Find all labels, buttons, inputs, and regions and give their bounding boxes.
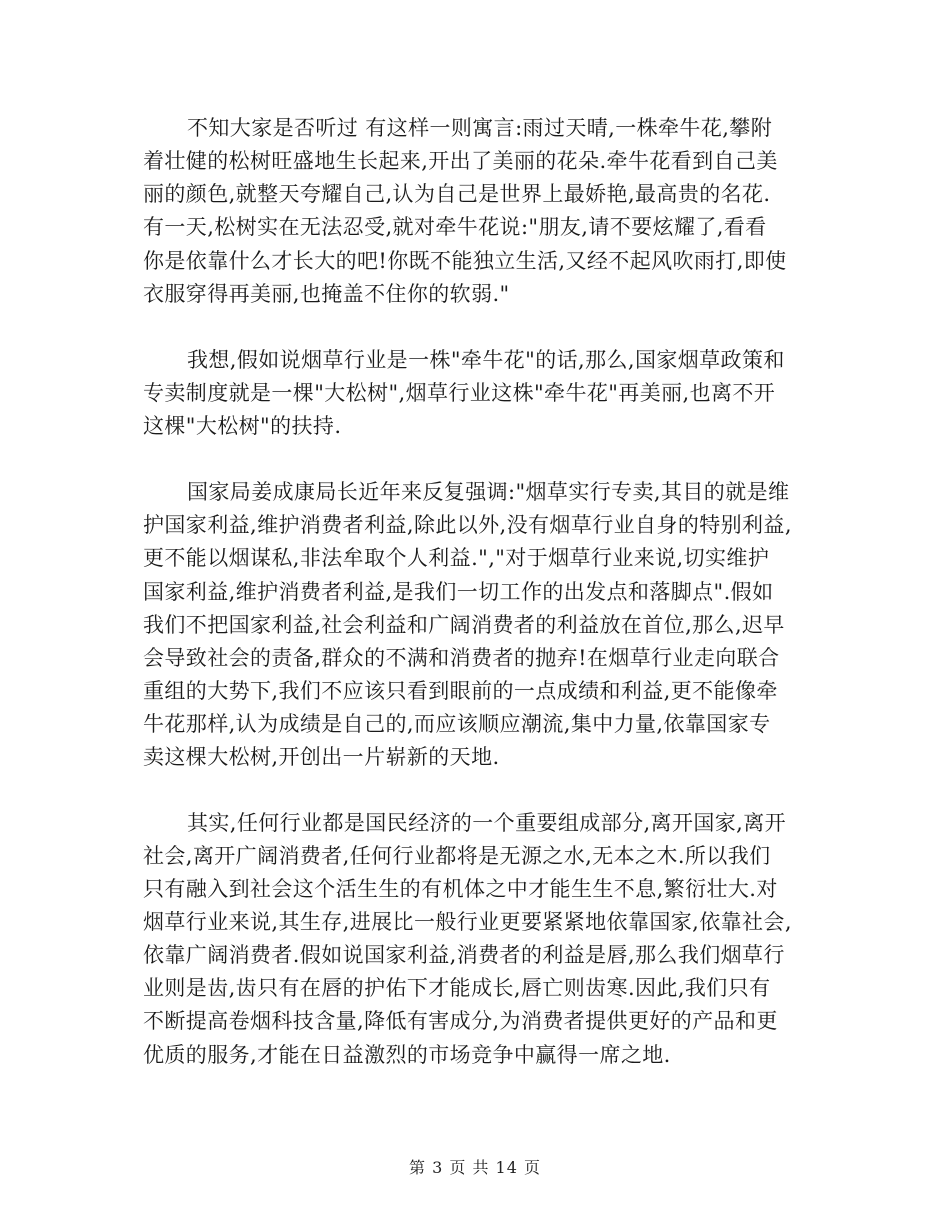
paragraph-line: 这棵"大松树"的扶持. [143,414,342,438]
paragraph-line: 优质的服务,才能在日益激烈的市场竞争中赢得一席之地. [143,1043,671,1067]
paragraph-line: 社会,离开广阔消费者,任何行业都将是无源之水,无本之木.所以我们 [143,844,771,868]
paragraph-line: 只有融入到社会这个活生生的有机体之中才能生生不息,繁衍壮大.对 [143,877,778,901]
paragraph-first-line: 国家局姜成康局长近年来反复强调:"烟草实行专卖,其目的就是维 [187,480,790,504]
paragraph-line: 国家利益,维护消费者利益,是我们一切工作的出发点和落脚点".假如 [143,580,774,604]
paragraph-line: 有一天,松树实在无法忍受,就对牵牛花说:"朋友,请不要炫耀了,看看 [143,215,767,239]
paragraph-line: 业则是齿,齿只有在唇的护佑下才能成长,唇亡则齿寒.因此,我们只有 [143,976,771,1000]
paragraph-line: 卖这棵大松树,开创出一片崭新的天地. [143,745,500,769]
paragraph-line: 烟草行业来说,其生存,进展比一般行业更要紧紧地依靠国家,依靠社会, [143,910,792,934]
paragraph-first-line: 我想,假如说烟草行业是一株"牵牛花"的话,那么,国家烟草政策和 [187,348,785,372]
paragraph-line: 依靠广阔消费者.假如说国家利益,消费者的利益是唇,那么我们烟草行 [143,943,785,967]
paragraph-line: 专卖制度就是一棵"大松树",烟草行业这株"牵牛花"再美丽,也离不开 [143,381,776,405]
paragraph-line: 衣服穿得再美丽,也掩盖不住你的软弱." [143,282,510,306]
paragraph-line: 不断提高卷烟科技含量,降低有害成分,为消费者提供更好的产品和更 [143,1009,778,1033]
paragraph-line: 护国家利益,维护消费者利益,除此以外,没有烟草行业自身的特别利益, [143,513,792,537]
paragraph-line: 牛花那样,认为成绩是自己的,而应该顺应潮流,集中力量,依靠国家专 [143,712,771,736]
paragraph-line: 你是依靠什么才长大的吧!你既不能独立生活,又经不起风吹雨打,即使 [143,249,787,273]
paragraph-line: 着壮健的松树旺盛地生长起来,开出了美丽的花朵.牵牛花看到自己美 [143,149,778,173]
paragraph-first-line: 其实,任何行业都是国民经济的一个重要组成部分,离开国家,离开 [187,811,787,835]
paragraph-line: 丽的颜色,就整天夸耀自己,认为自己是世界上最娇艳,最高贵的名花. [143,182,771,206]
paragraph-line: 重组的大势下,我们不应该只看到眼前的一点成绩和利益,更不能像牵 [143,679,778,703]
paragraph-first-line: 不知大家是否听过 有这样一则寓言:雨过天晴,一株牵牛花,攀附 [187,116,773,140]
paragraph-line: 我们不把国家利益,社会利益和广阔消费者的利益放在首位,那么,迟早 [143,613,785,637]
page-footer: 第 3 页 共 14 页 [409,1158,541,1177]
paragraph-line: 会导致社会的责备,群众的不满和消费者的抛弃!在烟草行业走向联合 [143,646,780,670]
paragraph-line: 更不能以烟谋私,非法牟取个人利益.","对于烟草行业来说,切实维护 [143,546,770,570]
